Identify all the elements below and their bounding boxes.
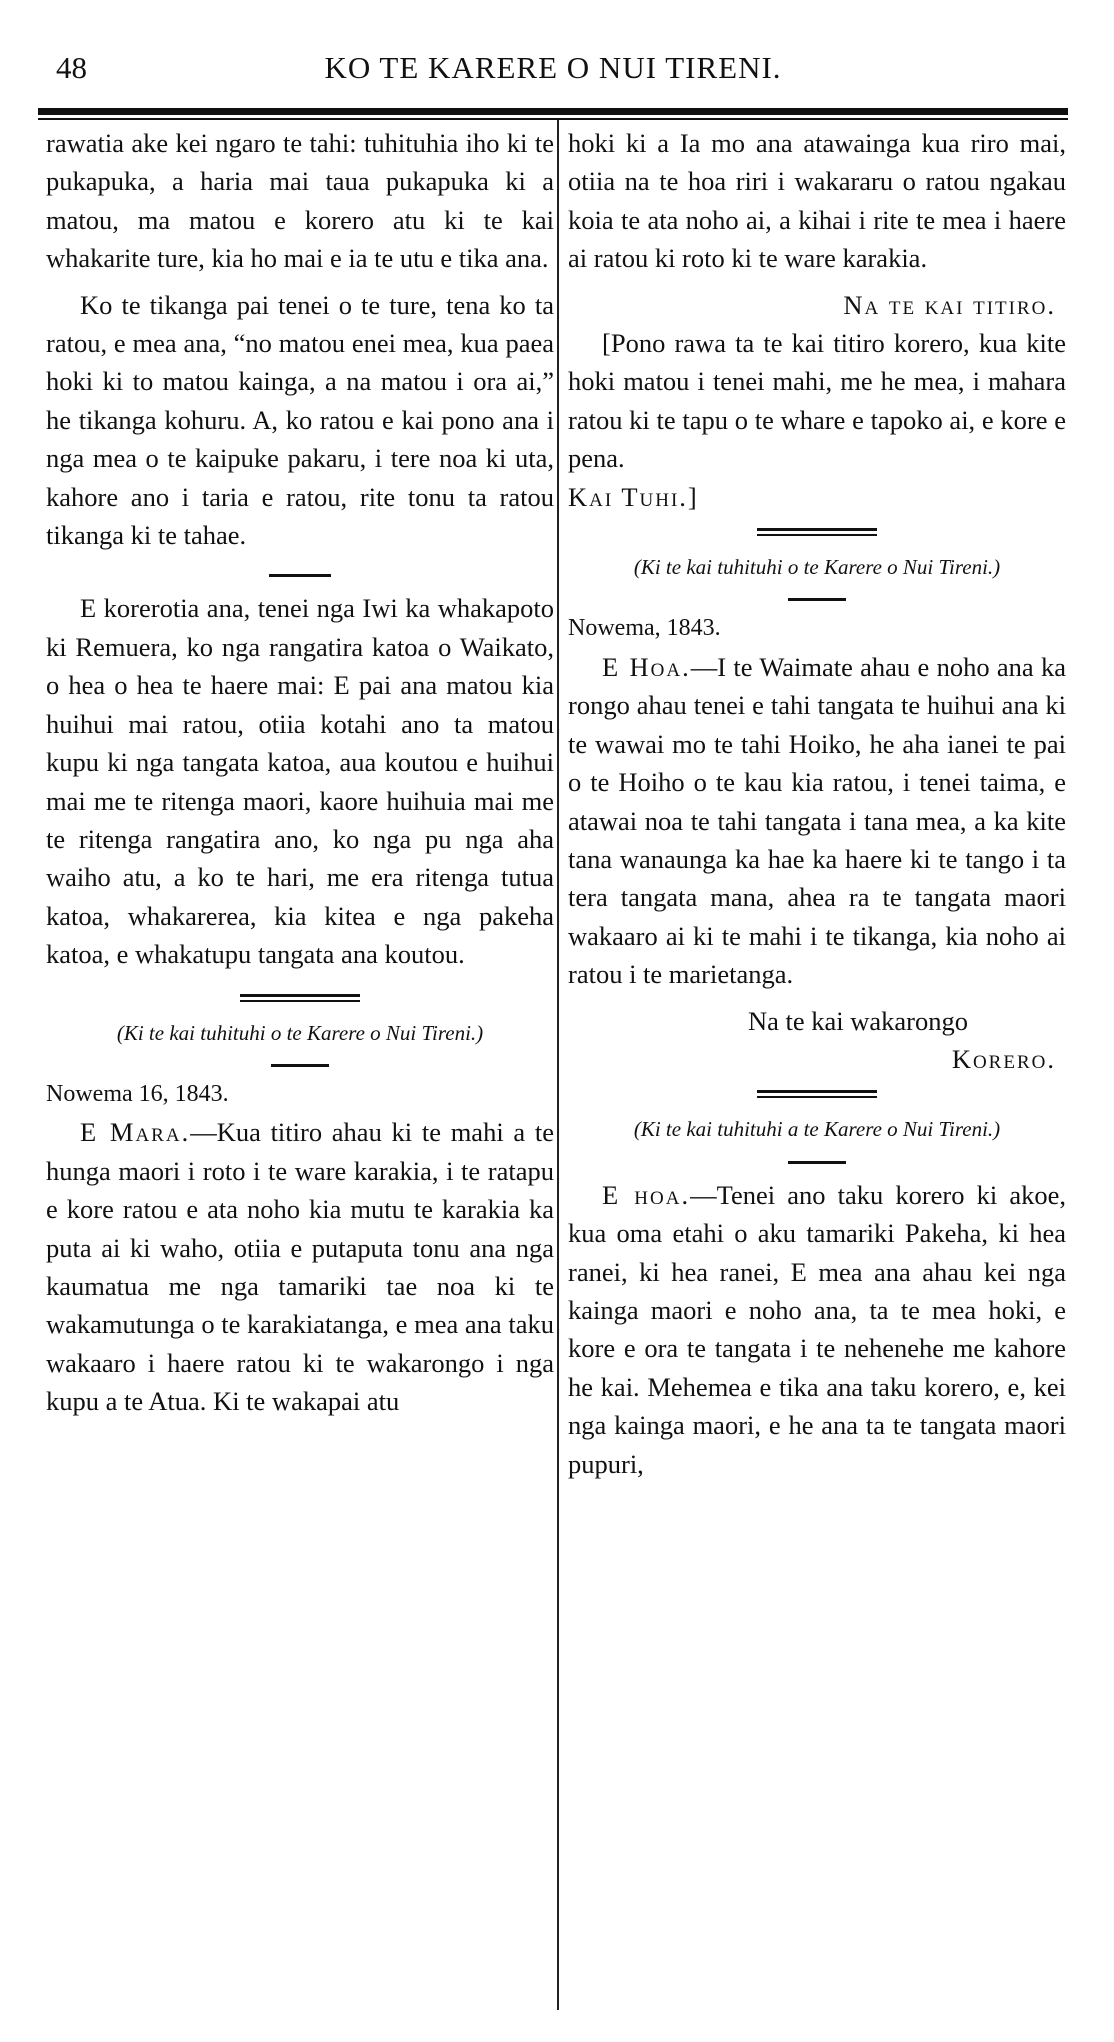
letter-2 (568, 648, 1066, 994)
double-rule (240, 994, 360, 1002)
editor-signature: Kai Tuhi.] (568, 481, 699, 512)
letter-note-3: (Ki te kai tuhituhi a te Karere o Nui Tireni.) (633, 1117, 1001, 1142)
left-para-3: E korerotia ana, tenei nga Iwi ka whakapoto ki Remuera, ko nga rangatira katoa o Waikato, o hea o hea te haere mai: E pai ana matou kia huihui mai ratou, otiia kotahi ano ta matou kupu ki nga tangata katoa, aua koutou e huihui mai me te ritenga maori, kaore huihuia mai me te ritenga rangatira ano, ko nga pu nga aha waiho atu, a ko te hari, me era ritenga tutua katoa, whakarerea, kia kitea e nga pakeha katoa, e whakatupu tangata ana koutou. (46, 593, 554, 970)
header-rule-thick (38, 108, 1068, 115)
letter-3-salutation: E hoa. (602, 1179, 691, 1210)
letter-1-salutation: E Mara. (80, 1117, 191, 1148)
right-para-1: hoki ki a Ia mo ana atawainga kua riro mai, otiia na te hoa riri i wakararu o ratou ngakau koia te ata noho ai, a kihai i rite te mea i haere ai ratou ki roto ki te ware karakia. (568, 128, 1066, 274)
letter-3 (568, 1176, 1066, 1483)
letter-note-1: (Ki te kai tuhituhi o te Karere o Nui Tireni.) (116, 1020, 484, 1045)
letter-1-body: —Kua titiro ahau ki te mahi a te hunga maori i roto i te ware karakia, i te ratapu e kore ratou e ata noho kia mutu te karakia ka puta ai ki waho, otiia e putaputa tonu ana nga kaumatua me nga tamariki tae noa ki te wakamutunga o te karakiatanga, e mea ana taku wakaaro i haere ratou ki te wakarongo i nga kupu a te Atua. Ki te wakapai atu (46, 1117, 554, 1417)
editor-note: [Pono rawa ta te kai titiro korero, kua kite hoki matou i tenei mahi, me he mea, i mahara ratou ki te tapu o te whare e tapoko ai, e kore e pena. (568, 328, 1066, 474)
left-para-1: rawatia ake kei ngaro te tahi: tuhituhia iho ki te pukapuka, a haria mai taua pukapuka ki a matou, ma matou e korero atu ki te kai whakarite ture, kia ho mai e ia te utu e tika ana. (46, 128, 554, 274)
page-header (38, 38, 1068, 88)
left-column (46, 124, 554, 1421)
letter-2-salutation: E Hoa. (602, 651, 691, 682)
running-title: KO TE KARERE O NUI TIRENI. (324, 50, 782, 85)
right-column (568, 124, 1066, 1483)
left-para-2: Ko te tikanga pai tenei o te ture, tena ko ta ratou, e mea ana, “no matou enei mea, kua paea hoki ki to matou kainga, a na matou i ora ai,” he tikanga kohuru. A, ko ratou e kai pono ana i nga mea o te kaipuke pakaru, i tere noa ki uta, kahore ano i taria e ratou, rite tonu ta ratou tikanga ki te tahae. (46, 289, 554, 551)
header-rule-thin (38, 118, 1068, 120)
section-heading: Na te kai titiro. (843, 289, 1056, 320)
letter-2-signoff: Na te kai wakarongo (748, 1005, 969, 1036)
double-rule (757, 1090, 877, 1098)
double-rule (757, 528, 877, 536)
letter-2-body: —I te Waimate ahau e noho ana ka rongo ahau tenei e tahi tangata te huihui ana ki te wawai mo te tahi Hoiko, he aha ianei te pai o te Hoiho o te kau kia ratou, i tenei taima, e atawai noa te tahi tangata i tana mea, a ka kite tana wanaunga ka hae ka haere ki te tango i ta tera tangata mana, ahea ra te tangata maori wakaaro ai ki te mahi i te tikanga, kia noho ai ratou i te marietanga. (568, 651, 1066, 990)
letter-1 (46, 1113, 554, 1420)
column-divider (557, 120, 559, 2010)
letter-date-1: Nowema 16, 1843. (46, 1080, 229, 1107)
letter-note-2: (Ki te kai tuhituhi o te Karere o Nui Tireni.) (633, 555, 1001, 580)
letter-date-2: Nowema, 1843. (568, 615, 721, 642)
letter-2-signature: Korero. (951, 1043, 1056, 1074)
letter-3-body: —Tenei ano taku korero ki akoe, kua oma etahi o aku tamariki Pakeha, ki hea ranei, ki hea ranei, E mea ana ahau kei nga kainga maori e noho ana, ta te mea hoki, e kore e ora te tangata i te nehenehe me kahore he kai. Mehemea e tika ana taku korero, e, kei nga kainga maori, e he ana ta te tangata maori pupuri, (568, 1179, 1066, 1479)
page-number: 48 (56, 50, 87, 85)
